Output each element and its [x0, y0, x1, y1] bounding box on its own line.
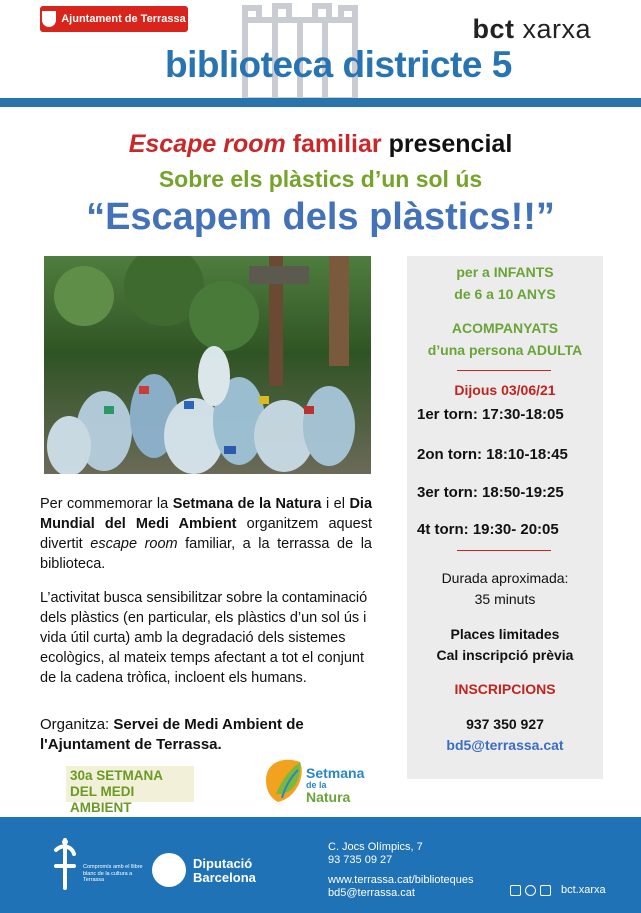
header-divider — [0, 98, 641, 107]
divider-bottom — [457, 550, 551, 551]
turn-4: 4t torn: 19:30- 20:05 — [417, 521, 559, 538]
p1-dia-mundial: Dia Mundial del Medi Ambient — [40, 496, 373, 532]
terrassa-shield-icon — [42, 11, 56, 27]
diputacio-name — [193, 857, 256, 885]
bct-label: bct — [472, 14, 515, 44]
footer-address: C. Jocs Olímpics, 7 — [328, 841, 423, 853]
compromis-logo-icon — [50, 836, 80, 892]
p1-escape-room: escape room — [90, 536, 178, 552]
duration-label: Durada aproximada: — [441, 570, 569, 586]
event-subtitle: Sobre els plàstics d’un sol ús — [158, 166, 483, 192]
escape-room-label: Escape room — [128, 130, 286, 158]
audience-line1: per a INFANTS — [456, 264, 554, 280]
setmana30-line1: 30a SETMANA — [70, 768, 164, 783]
library-title: biblioteca districte 5 — [165, 44, 512, 85]
divider-top — [457, 370, 551, 371]
social-links — [510, 884, 606, 896]
social-handle[interactable]: bct.xarxa — [561, 884, 606, 896]
presencial-label: presencial — [388, 130, 513, 158]
natura-line1: Setmana — [306, 765, 365, 781]
limited-places: Places limitades — [450, 626, 560, 642]
footer-email[interactable]: bd5@terrassa.cat — [328, 886, 415, 899]
organizer-name: Servei de Medi Ambient de l'Ajuntament de Terrassa. — [40, 716, 304, 753]
setmana30-line2: DEL MEDI AMBIENT — [70, 784, 135, 815]
duration-value: 35 minuts — [474, 591, 536, 607]
event-headline: “Escapem dels plàstics!!” — [86, 196, 555, 238]
event-title-line1 — [0, 130, 641, 159]
setmana-natura-text — [306, 766, 364, 805]
contact-email[interactable]: bd5@terrassa.cat — [446, 737, 564, 753]
plastic-bottles-photo — [44, 256, 371, 474]
xarxa-label: xarxa — [522, 14, 591, 44]
p1-g: familiar, a la terrassa de la biblioteca. — [40, 536, 372, 572]
natura-line2: de la — [306, 780, 327, 790]
twitter-icon[interactable] — [510, 885, 521, 896]
p1-a: Per commemorar la — [40, 496, 169, 512]
instagram-icon[interactable] — [525, 885, 536, 896]
audience-line2: de 6 a 10 ANYS — [454, 286, 556, 302]
familiar-label: familiar — [292, 130, 382, 158]
footer-phone[interactable]: 93 735 09 27 — [328, 853, 393, 866]
facebook-icon[interactable] — [540, 885, 551, 896]
setmana-medi-ambient-logo — [66, 766, 194, 815]
turn-1: 1er torn: 17:30-18:05 — [417, 406, 564, 423]
turn-3: 3er torn: 18:50-19:25 — [417, 484, 564, 501]
accompanied-line1: ACOMPANYATS — [451, 320, 559, 336]
turn-2: 2on torn: 18:10-18:45 — [417, 446, 568, 463]
footer-web[interactable]: www.terrassa.cat/biblioteques — [328, 874, 474, 886]
organizer — [40, 715, 370, 755]
event-date: Dijous 03/06/21 — [454, 382, 556, 398]
accompanied-line2: d’una persona ADULTA — [427, 342, 583, 358]
footer-contact — [328, 841, 474, 899]
diputacio-line2: Barcelona — [193, 870, 256, 885]
p1-c: i el — [325, 496, 345, 512]
compromis-text: Compromís amb el llibre blanc de la cultura a Terrassa — [83, 864, 143, 883]
info-panel — [407, 256, 603, 779]
organizer-label: Organitza: — [40, 716, 110, 733]
ajuntament-label: Ajuntament de Terrassa — [61, 13, 186, 25]
activity-paragraph: L’activitat busca sensibilitzar sobre la contaminació dels plàstics (en particular, els plàstics d’un sol ús i vida útil curta) amb la degradació dels sistemes ecològics, al mateix temps afectant a tot el conjunt de la cadena tròfica, incloent els humans. — [40, 590, 368, 686]
diputacio-seal-icon — [152, 853, 186, 887]
natura-line3: Natura — [306, 789, 351, 805]
inscriptions-title: INSCRIPCIONS — [454, 681, 556, 697]
diputacio-line1: Diputació — [193, 856, 253, 871]
intro-paragraph — [40, 494, 372, 574]
contact-phone[interactable]: 937 350 927 — [466, 716, 544, 732]
p1-e: organitzem aquest divertit — [40, 516, 372, 552]
inscription-note: Cal inscripció prèvia — [436, 647, 574, 663]
bct-xarxa-logo — [472, 14, 591, 45]
p1-setmana-natura: Setmana de la Natura — [172, 496, 322, 512]
ajuntament-badge — [40, 6, 188, 32]
